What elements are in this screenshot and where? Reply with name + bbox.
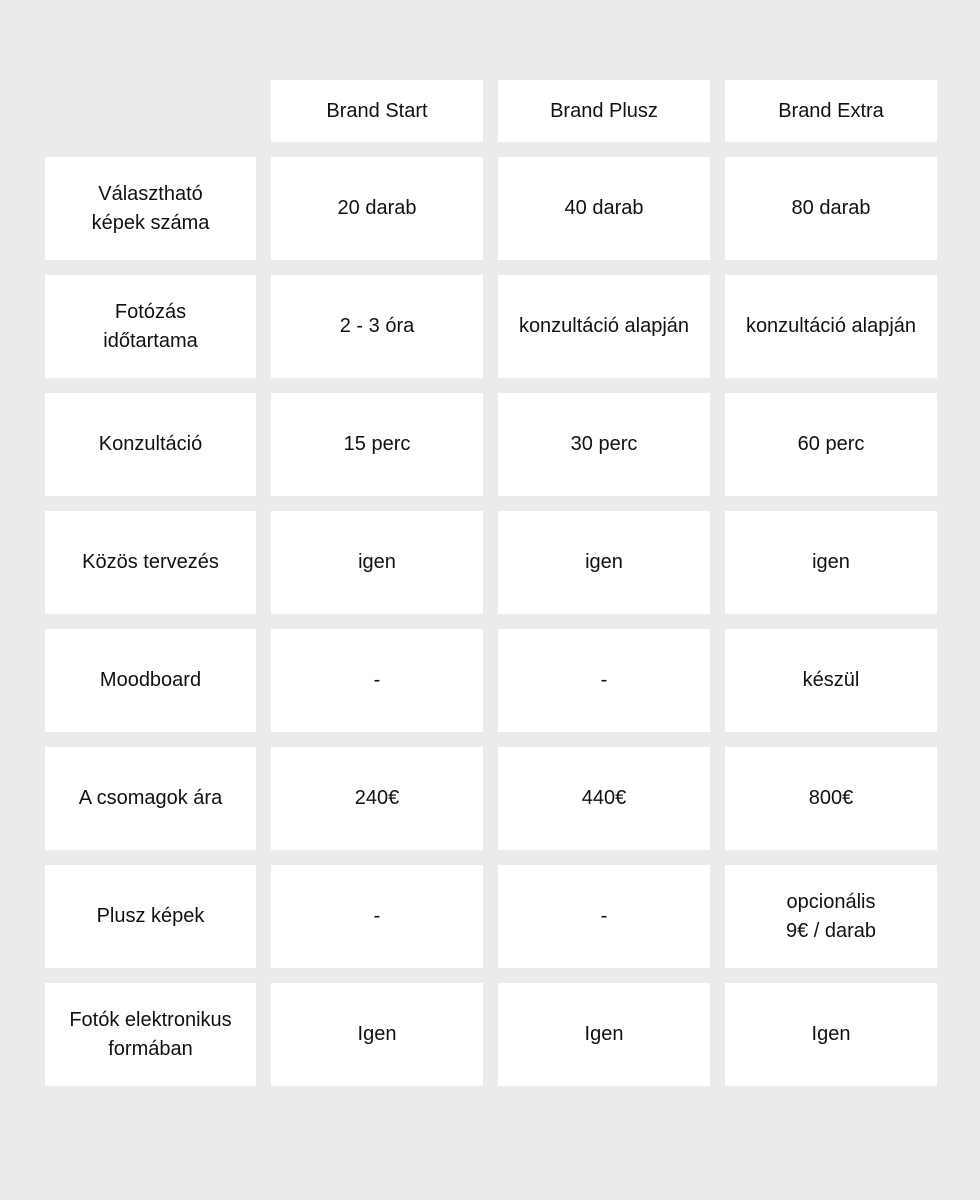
row-label-package-price: A csomagok ára [45,747,256,850]
cell-consultation-start: 15 perc [271,393,483,496]
header-brand-start: Brand Start [271,80,483,142]
cell-selectable-images-start: 20 darab [271,157,483,260]
cell-package-price-extra: 800€ [725,747,937,850]
cell-shoot-duration-extra: konzultáció alapján [725,275,937,378]
cell-electronic-photos-plusz: Igen [498,983,710,1086]
cell-consultation-plusz: 30 perc [498,393,710,496]
cell-moodboard-start: - [271,629,483,732]
cell-package-price-plusz: 440€ [498,747,710,850]
header-brand-extra: Brand Extra [725,80,937,142]
cell-electronic-photos-extra: Igen [725,983,937,1086]
row-label-shoot-duration: Fotózás időtartama [45,275,256,378]
cell-extra-images-extra: opcionális 9€ / darab [725,865,937,968]
row-label-consultation: Konzultáció [45,393,256,496]
cell-selectable-images-plusz: 40 darab [498,157,710,260]
row-label-moodboard: Moodboard [45,629,256,732]
cell-shoot-duration-start: 2 - 3 óra [271,275,483,378]
header-corner [45,80,256,142]
cell-consultation-extra: 60 perc [725,393,937,496]
cell-moodboard-extra: készül [725,629,937,732]
cell-joint-planning-plusz: igen [498,511,710,614]
cell-joint-planning-extra: igen [725,511,937,614]
cell-joint-planning-start: igen [271,511,483,614]
cell-extra-images-start: - [271,865,483,968]
row-label-joint-planning: Közös tervezés [45,511,256,614]
header-brand-plusz: Brand Plusz [498,80,710,142]
row-label-selectable-images: Választható képek száma [45,157,256,260]
cell-moodboard-plusz: - [498,629,710,732]
cell-extra-images-plusz: - [498,865,710,968]
row-label-extra-images: Plusz képek [45,865,256,968]
row-label-electronic-photos: Fotók elektronikus formában [45,983,256,1086]
pricing-comparison-table [45,80,937,1086]
cell-shoot-duration-plusz: konzultáció alapján [498,275,710,378]
cell-selectable-images-extra: 80 darab [725,157,937,260]
cell-package-price-start: 240€ [271,747,483,850]
cell-electronic-photos-start: Igen [271,983,483,1086]
